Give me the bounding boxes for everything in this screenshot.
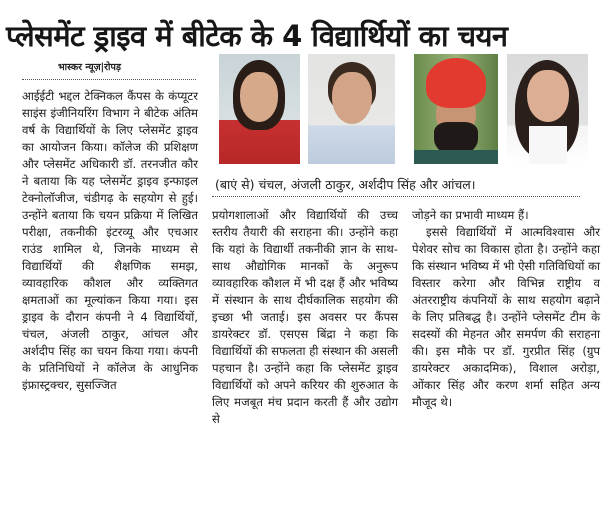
photo-face: [527, 70, 569, 122]
photo-arshdeep-singh: [414, 54, 498, 164]
column-2-text: प्रयोगशालाओं और विद्यार्थियों की उच्च स्तरीय तैयारी की सराहना की। उन्होंने कहा कि यहां के विद्यार्थी तकनीकी ज्ञान के साथ-साथ औद्योगिक मानकों के अनुरूप व्यावहारिक कौशल में भी दक्ष हैं और भविष्य में संस्थान के साथ दीर्घकालिक सहयोग की इच्छा भी जताई। इस अवसर पर कैंपस डायरेक्टर डॉ. एसएस बिंद्रा ने कहा कि विद्यार्थियों की सफलता ही संस्थान की असली पहचान है। उन्होंने कहा कि प्लेसमेंट ड्राइव विद्यार्थियों को अपने करियर की शुरुआत के लिए मजबूत मंच प्रदान करती हैं और उद्योग से: [212, 208, 398, 426]
column-3-paragraph-1: जोड़ने का प्रभावी माध्यम हैं।: [412, 208, 529, 222]
photo-turban: [426, 58, 486, 108]
article-column-3: [412, 207, 600, 411]
photo-face: [240, 72, 278, 122]
column-1-text: आईईटी भद्दल टेक्निकल कैंपस के कंप्यूटर साइंस इंजीनियरिंग विभाग ने बीटेक अंतिम वर्ष के विद्यार्थियों के लिए प्लेसमेंट ड्राइव का आयोजन किया। कॉलेज की प्रशिक्षण और प्लेसमेंट अधिकारी डॉ. तरनजीत कौर ने बताया कि यह प्लेसमेंट ड्राइव इन्फाइल टेक्नोलॉजीज, चंडीगढ़ के सहयोग से हुई। उन्होंने बताया कि चयन प्रक्रिया में लिखित परीक्षा, तकनीकी इंटरव्यू और एचआर राउंड शामिल थे, जिनके माध्यम से विद्यार्थियों की शैक्षणिक समझ, व्यावहारिक कौशल और व्यक्तिगत क्षमताओं का मूल्यांकन किया गया। इस ड्राइव के दौरान कंपनी ने 4 विद्यार्थियों, चंचल, अंजली ठाकुर, आंचल और अर्शदीप सिंह का चयन किया गया। कंपनी के प्रतिनिधियों ने कॉलेज के आधुनिक इंफ्रास्ट्रक्चर, सुसज्जित: [22, 89, 198, 392]
photo-shirt: [529, 126, 567, 164]
photo-jacket: [414, 150, 498, 164]
photo-anchal: [507, 54, 588, 164]
photo-caption: (बाएं से) चंचल, अंजली ठाकुर, अर्शदीप सिंह और आंचल।: [215, 177, 476, 192]
byline: भास्कर न्यूज़|रोपड़: [58, 62, 121, 73]
article-column-1: [22, 88, 198, 394]
article-column-2: [212, 207, 398, 428]
headline: प्लेसमेंट ड्राइव में बीटेक के 4 विद्यार्थियों का चयन: [6, 19, 508, 53]
column-3-paragraph-2: इससे विद्यार्थियों में आत्मविश्वास और पेशेवर सोच का विकास होता है। उन्होंने कहा कि संस्थान भविष्य में भी ऐसी गतिविधियों का विस्तार करेगा और विभिन्न राष्ट्रीय व अंतरराष्ट्रीय कंपनियों के साथ सहयोग बढ़ाने के लिए प्रतिबद्ध है। उन्होंने प्लेसमेंट टीम के सदस्यों की मेहनत और समर्पण की सराहना की। इस मौके पर डॉ. गुरप्रीत सिंह (ग्रुप डायरेक्टर अकादमिक), विशाल अरोड़ा, ओंकार सिंह और करण शर्मा सहित अन्य मौजूद थे।: [412, 225, 600, 409]
photo-chanchal: [219, 54, 300, 164]
caption-divider: [212, 196, 580, 197]
byline-divider: [22, 79, 196, 80]
photo-anjali-thakur: [308, 54, 395, 164]
photo-face: [332, 72, 372, 124]
